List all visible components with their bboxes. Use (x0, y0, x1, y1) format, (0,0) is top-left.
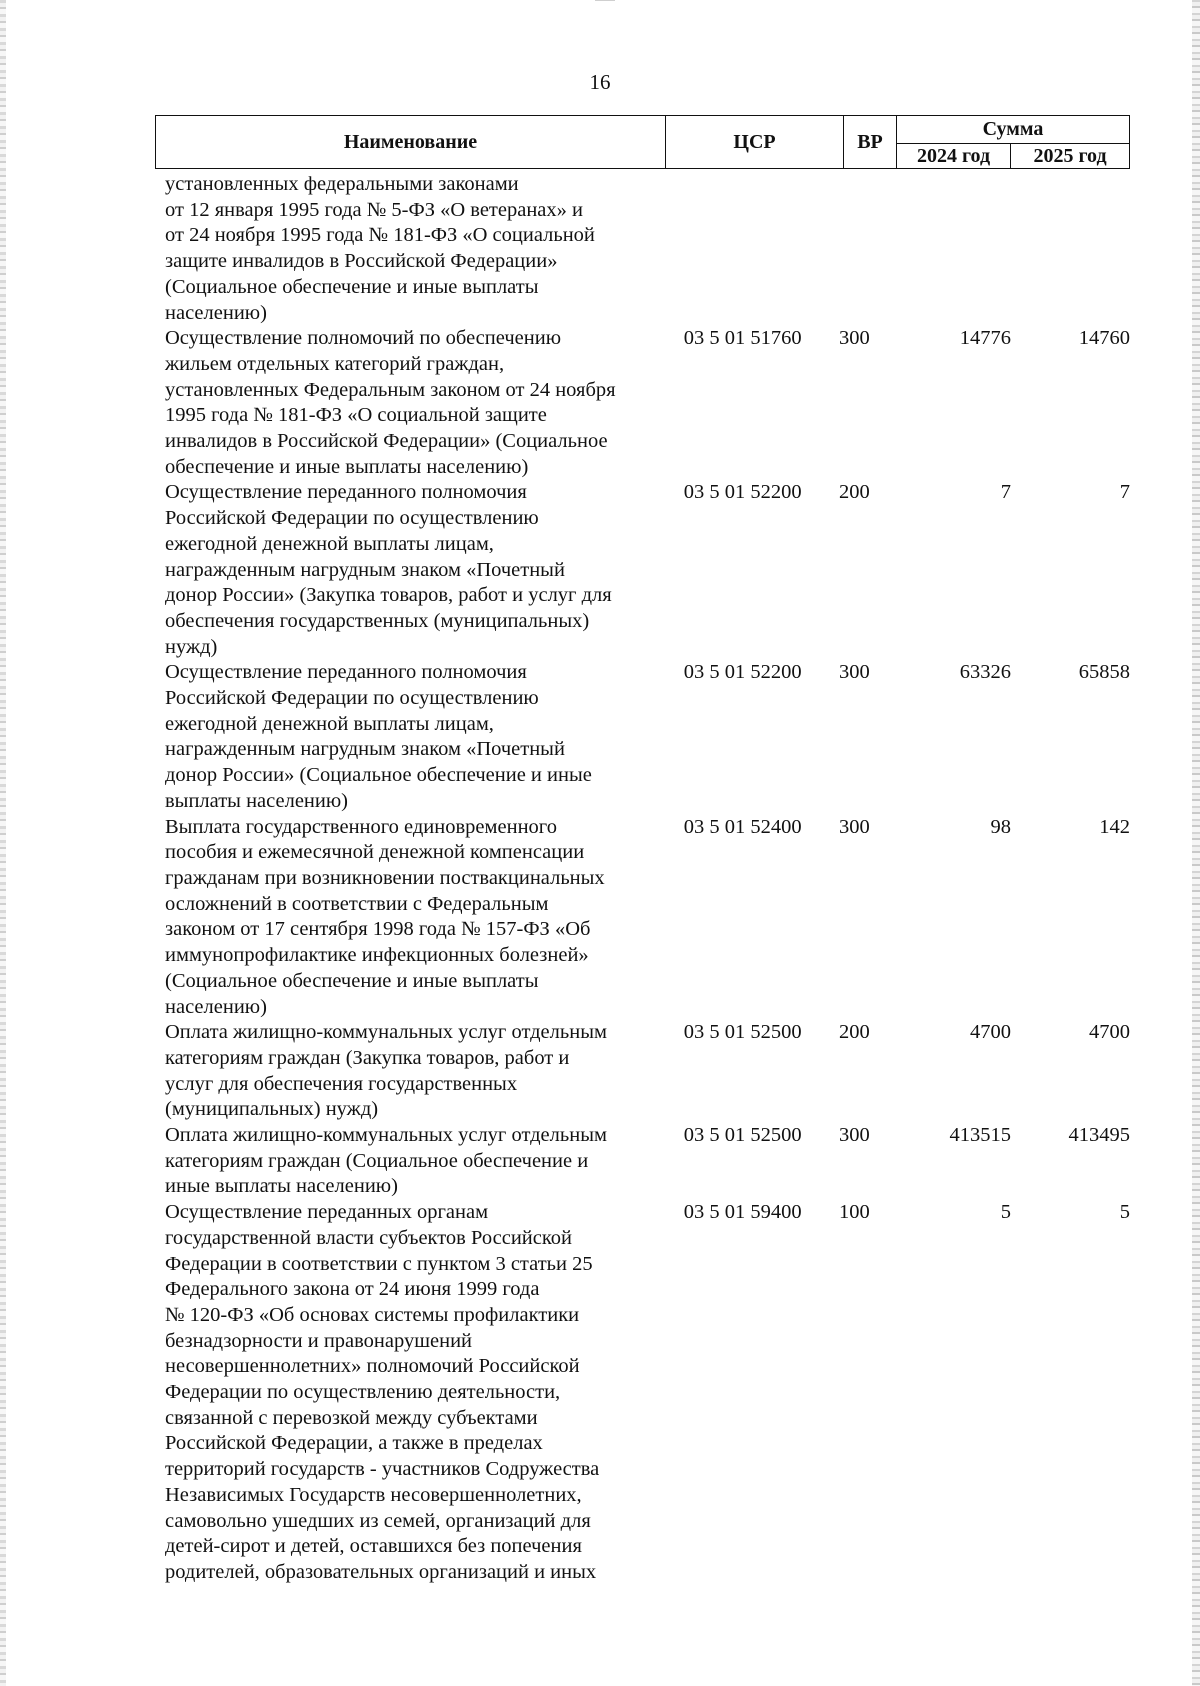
row-name: Осуществление полномочий по обеспечению жильем отдельных категорий граждан, установленных Федеральным законом от 24 ноября 1995 года № 181-ФЗ «О социальной защите инвалидов в Российской Федерации» (Социальное обеспечение и иные выплаты населению) (165, 327, 616, 478)
row-csr: 03 5 01 52400 (683, 815, 802, 838)
row-vr: 300 (838, 327, 870, 350)
table-row (165, 660, 1130, 814)
row-sum-2025: 5 (1119, 1201, 1130, 1224)
table-row (165, 326, 1130, 480)
row-sum-2025: 7 (1119, 481, 1130, 504)
row-name: Осуществление переданных органам государственной власти субъектов Российской Федерации в соответствии с пунктом 3 статьи 25 Федерального закона от 24 июня 1999 года № 120-ФЗ «Об основах системы профилактики безнадзорности и правонарушений несовершеннолетних» полномочий Российской Федерации по осуществлению деятельности, связанной с перевозкой между субъектами Российской Федерации, а также в пределах территорий государств - участников Содружества Независимых Государств несовершеннолетних, самовольно ушедших из семей, организаций для детей-сирот и детей, оставшихся без попечения родителей, образовательных организаций и иных (165, 1201, 600, 1583)
row-vr: 100 (838, 1201, 870, 1224)
row-sum-2024: 98 (990, 815, 1012, 838)
row-sum-2024: 5 (1000, 1201, 1012, 1224)
header-csr: ЦСР (666, 116, 844, 168)
header-year-2024: 2024 год (897, 144, 1011, 169)
scan-edge-left (0, 0, 6, 1686)
header-vr: ВР (844, 116, 897, 168)
row-vr: 300 (838, 815, 870, 838)
header-name: Наименование (156, 116, 666, 168)
row-vr: 300 (838, 661, 870, 684)
row-sum-2025: 65858 (1078, 661, 1130, 684)
row-csr: 03 5 01 52500 (683, 1124, 802, 1147)
table-row (165, 1200, 1130, 1586)
row-name: Выплата государственного единовременного пособия и ежемесячной денежной компенсации гражданам при возникновении поствакцинальных осложнений в соответствии с Федеральным законом от 17 сентября 1998 года № 157-ФЗ «Об иммунопрофилактике инфекционных болезней» (Социальное обеспечение и иные выплаты населению) (165, 815, 605, 1018)
row-sum-2025: 4700 (1089, 1021, 1130, 1044)
row-vr: 200 (838, 481, 870, 504)
table-row (165, 1123, 1130, 1200)
row-sum-2025: 413495 (1068, 1124, 1130, 1147)
row-vr: 300 (838, 1124, 870, 1147)
table-row (165, 1020, 1130, 1123)
table-row (165, 480, 1130, 660)
row-csr: 03 5 01 52200 (683, 661, 802, 684)
row-sum-2024: 63326 (959, 661, 1012, 684)
row-csr: 03 5 01 51760 (683, 327, 802, 350)
row-csr: 03 5 01 52200 (683, 481, 802, 504)
scan-mark (595, 0, 615, 1)
row-csr: 03 5 01 52500 (683, 1021, 802, 1044)
row-sum-2024: 14776 (959, 327, 1012, 350)
row-vr: 200 (838, 1021, 870, 1044)
row-sum-2024: 413515 (949, 1124, 1012, 1147)
scan-edge-right (1192, 0, 1200, 1686)
row-name: Оплата жилищно-коммунальных услуг отдельным категориям граждан (Социальное обеспечение и иные выплаты населению) (165, 1124, 607, 1198)
table-row (165, 815, 1130, 1021)
row-name: Осуществление переданного полномочия Российской Федерации по осуществлению ежегодной денежной выплаты лицам, награжденным нагрудным знаком «Почетный донор России» (Социальное обеспечение и иные выплаты населению) (165, 661, 592, 812)
header-sum: Сумма (897, 116, 1129, 144)
row-name: Осуществление переданного полномочия Российской Федерации по осуществлению ежегодной денежной выплаты лицам, награжденным нагрудным знаком «Почетный донор России» (Закупка товаров, работ и услуг для обеспечения государственных (муниципальных) нужд) (165, 481, 612, 658)
row-sum-2024: 7 (1000, 481, 1012, 504)
table-row (165, 172, 1130, 326)
header-year-2025: 2025 год (1033, 145, 1107, 167)
table-header (155, 115, 1130, 169)
page-number: 16 (589, 70, 611, 94)
row-sum-2025: 14760 (1078, 327, 1130, 350)
row-sum-2024: 4700 (970, 1021, 1012, 1044)
row-name: установленных федеральными законами от 12 января 1995 года № 5-ФЗ «О ветеранах» и от 24 ноября 1995 года № 181-ФЗ «О социальной защите инвалидов в Российской Федерации» (Социальное обеспечение и иные выплаты населению) (165, 173, 595, 324)
table-body (165, 172, 1130, 1586)
row-name: Оплата жилищно-коммунальных услуг отдельным категориям граждан (Закупка товаров, работ и услуг для обеспечения государственных (муниципальных) нужд) (165, 1021, 607, 1121)
row-csr: 03 5 01 59400 (683, 1201, 802, 1224)
row-sum-2025: 142 (1099, 815, 1130, 838)
